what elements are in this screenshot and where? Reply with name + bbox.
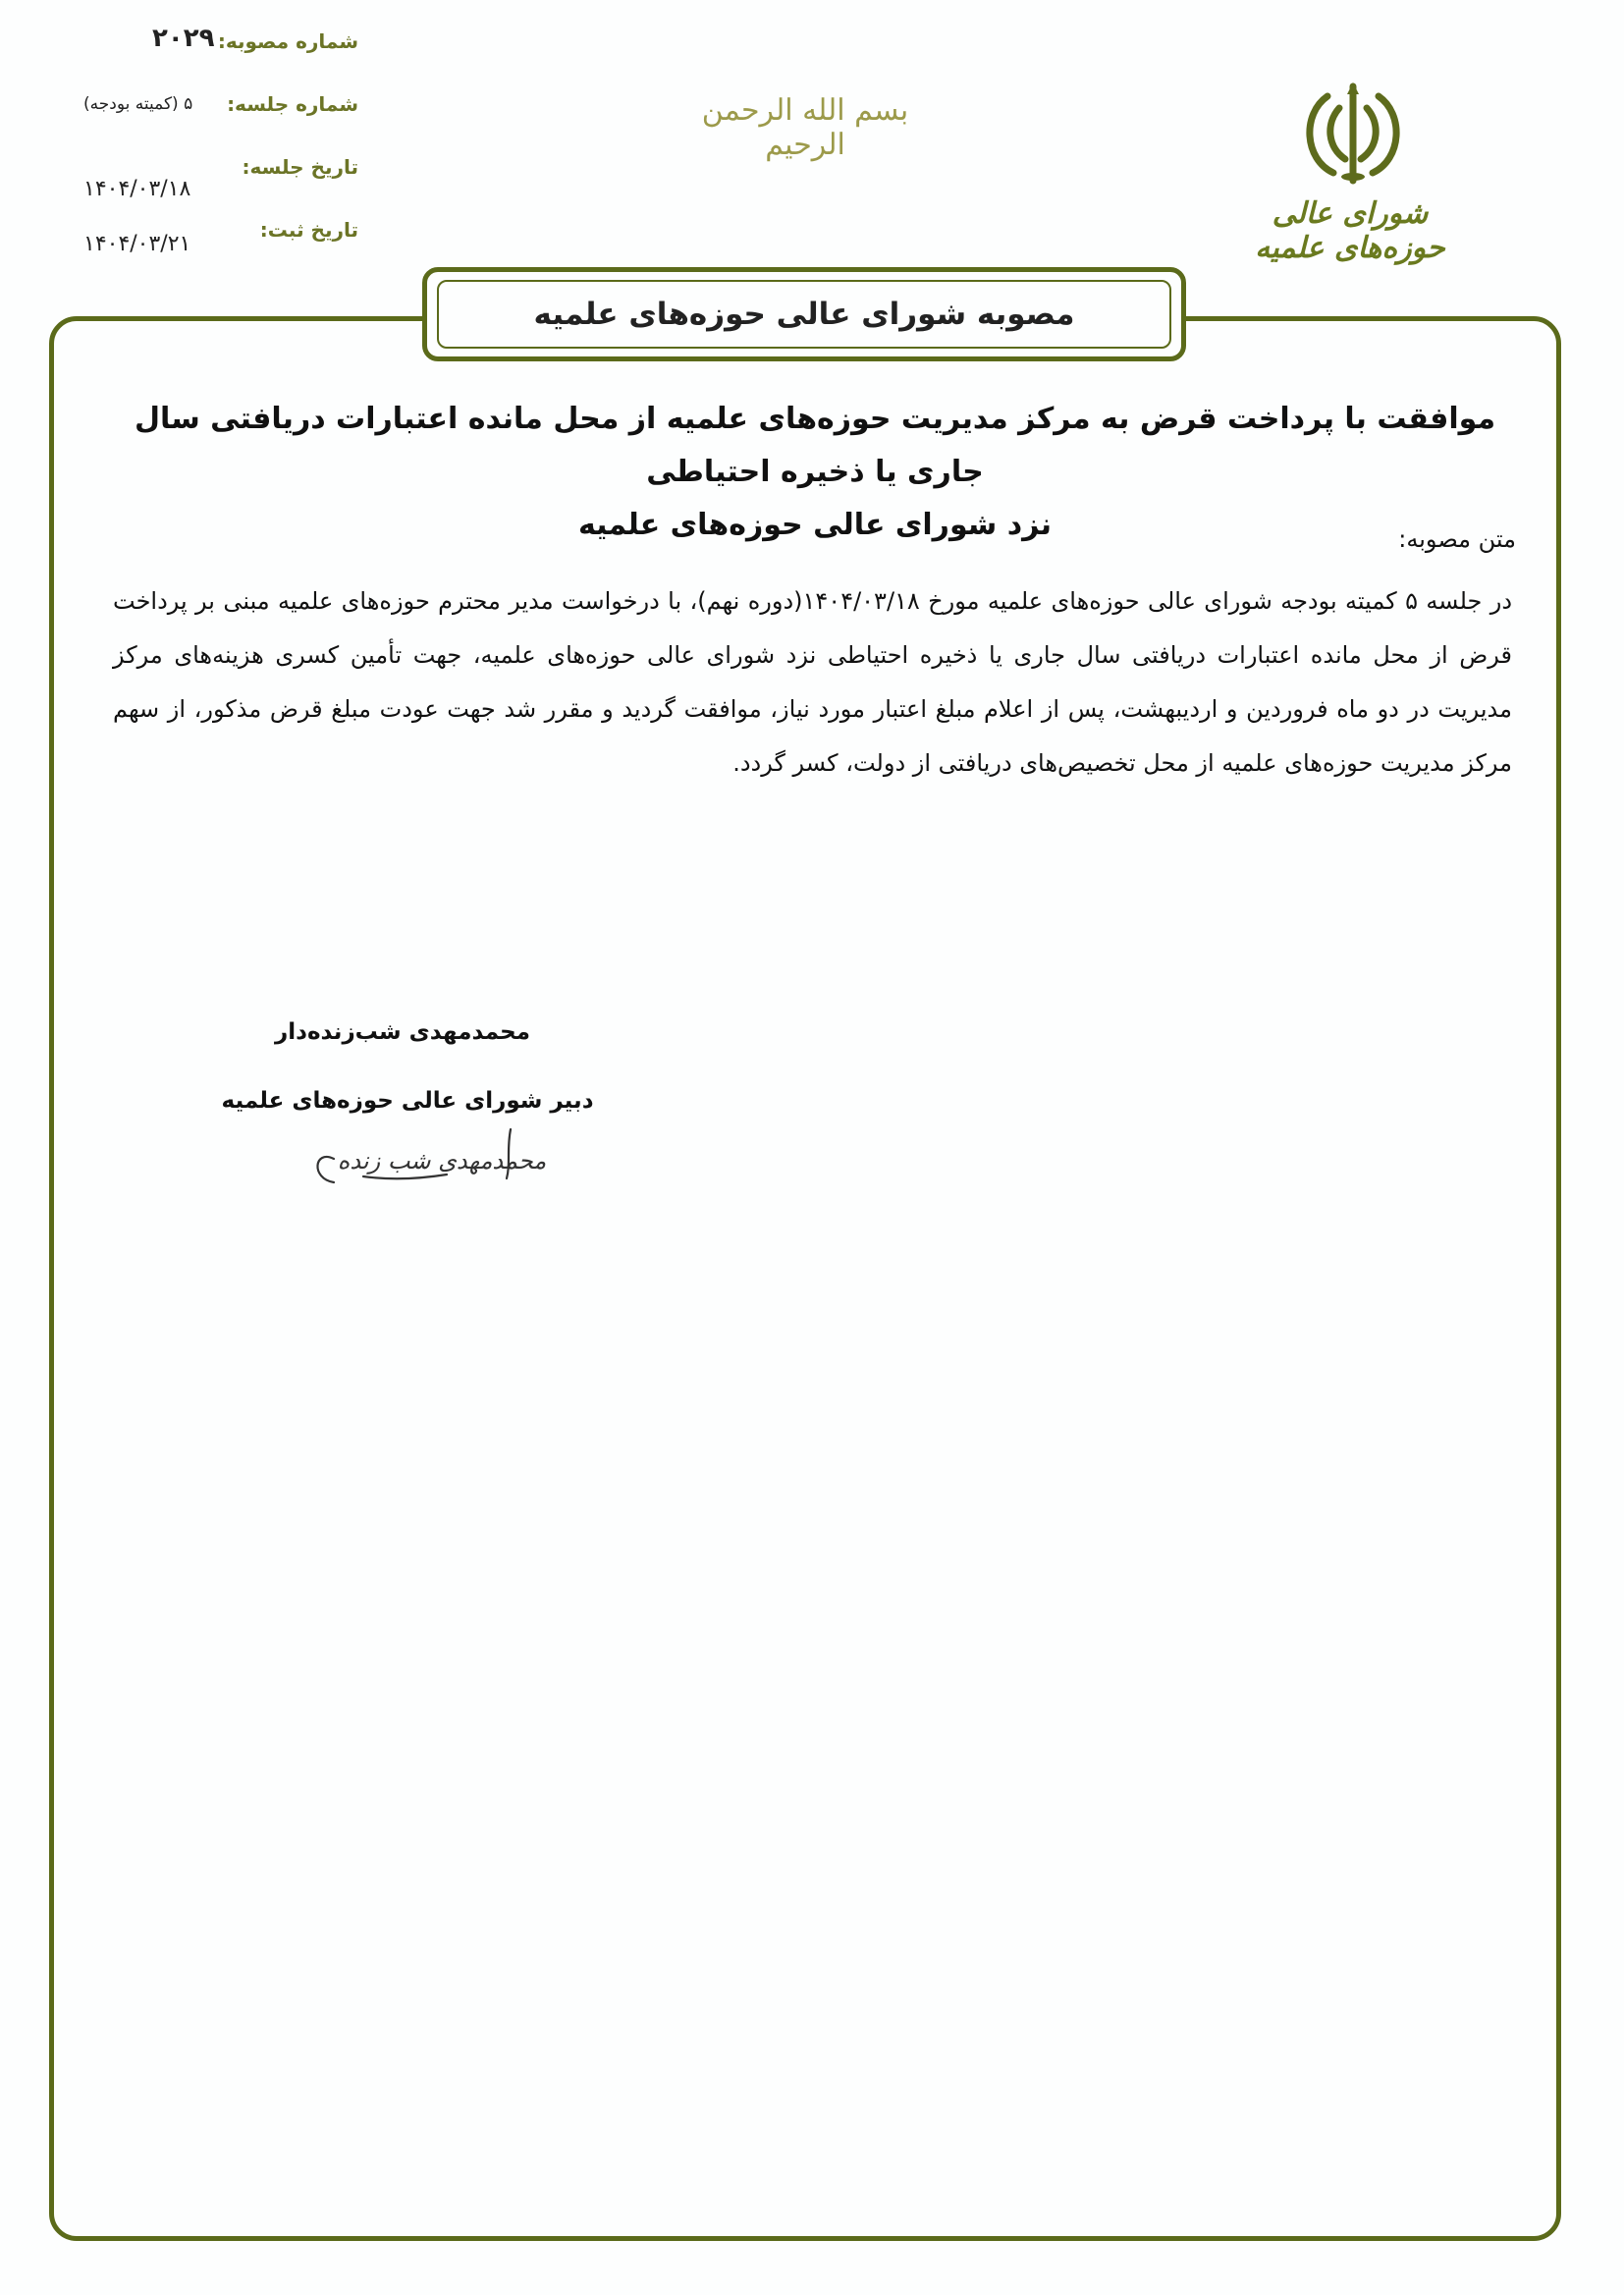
body-label: متن مصوبه: xyxy=(1398,525,1516,553)
session-date-row xyxy=(74,155,368,218)
registration-date-row xyxy=(74,218,368,281)
basmala-calligraphy: بسم الله الرحمن الرحیم xyxy=(701,93,909,162)
heading-line-2: نزد شورای عالی حوزه‌های علمیه xyxy=(577,508,1053,542)
session-number-label: شماره جلسه: xyxy=(227,92,358,116)
header-meta xyxy=(74,24,368,281)
body-text: در جلسه ۵ کمیته بودجه شورای عالی حوزه‌های علمیه مورخ ۱۴۰۴/۰۳/۱۸(دوره نهم)، با درخواست مدیر محترم حوزه‌های علمیه مبنی بر پرداخت قرض از محل مانده اعتبارات دریافتی سال جاری یا ذخیره احتیاطی نزد شورای عالی حوزه‌های علمیه، جهت تأمین کسری هزینه‌های مرکز مدیریت در دو ماه فروردین و اردیبهشت، پس از اعلام مبلغ اعتبار مورد نیاز، موافقت گردید و مقرر شد جهت عودت مبلغ قرض مذکور، از سهم مرکز مدیریت حوزه‌های علمیه از محل تخصیص‌های دریافتی از دولت، کسر گردد. xyxy=(113,587,1513,777)
title-box xyxy=(422,267,1186,361)
emblem-icon xyxy=(1294,79,1412,187)
registration-date-label: تاریخ ثبت: xyxy=(259,218,358,242)
session-date-value: ۱۴۰۴/۰۳/۱۸ xyxy=(83,177,191,201)
signer-title: دبیر شورای عالی حوزه‌های علمیه xyxy=(221,1088,594,1114)
heading-line-1: موافقت با پرداخت قرض به مرکز مدیریت حوزه‌های علمیه از محل مانده اعتبارات دریافتی سال جاری یا ذخیره احتیاطی xyxy=(134,402,1496,489)
org-name: شورای عالی حوزه‌های علمیه xyxy=(1255,196,1445,265)
approval-number-value: ۲۰۲۹ xyxy=(152,24,215,53)
session-date-label: تاریخ جلسه: xyxy=(242,155,358,179)
signer-name: محمدمهدی شب‌زنده‌دار xyxy=(275,1019,530,1045)
document-heading xyxy=(118,393,1512,552)
session-number-row xyxy=(74,92,368,155)
registration-date-value: ۱۴۰۴/۰۳/۲۱ xyxy=(83,232,191,256)
approval-number-row xyxy=(74,24,368,92)
handwritten-signature: محمدمهدی شب زنده xyxy=(337,1147,547,1175)
box-title: مصوبه شورای عالی حوزه‌های علمیه xyxy=(437,280,1171,349)
session-number-value: ۵ (کمیته بودجه) xyxy=(83,94,193,114)
approval-number-label: شماره مصوبه: xyxy=(217,29,358,53)
